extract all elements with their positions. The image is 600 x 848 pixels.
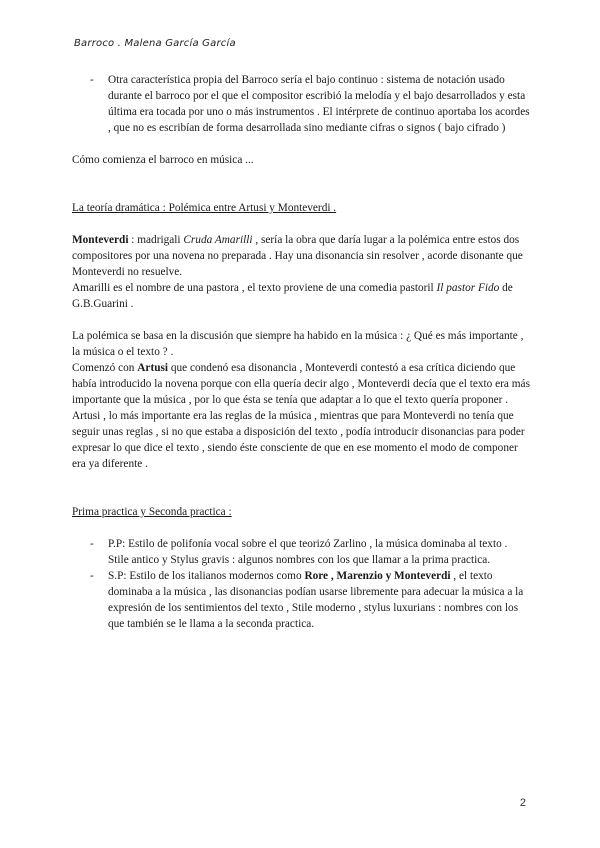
paragraph-amarilli: Amarilli es el nombre de una pastora , el texto proviene de una comedia pastoril Il pastor Fido de G.B.Guarini . bbox=[72, 282, 513, 310]
paragraph-monteverdi: Monteverdi : madrigali Cruda Amarilli , sería la obra que daría lugar a la polémica entre estos dos compositores por una novena no preparada . Hay una disonancia sin resolver , acorde disonante que Monteverdi no resuelve. bbox=[72, 234, 523, 278]
bullet-prima-practica bbox=[72, 536, 532, 568]
bullet-dash: - bbox=[90, 538, 94, 550]
title-cruda-amarilli: Cruda Amarilli bbox=[183, 234, 253, 246]
term-composers: Rore , Marenzio y Monteverdi bbox=[304, 570, 451, 582]
term-artusi: Artusi bbox=[137, 362, 169, 374]
como-comienza-line: Cómo comienza el barroco en música ... bbox=[72, 154, 254, 166]
bullet-bajo-continuo bbox=[72, 72, 532, 136]
bullet-bajo-text: Otra característica propia del Barroco sería el bajo continuo : sistema de notación usado durante el barroco por el que el compositor escribió la melodía y el bajo desarrollados y esta última era tocada por uno o más instrumentos . El intérprete de continuo aportaba los acordes , que no es escribían de forma desarrollada sino mediante cifras o signos ( bajo cifrado ) bbox=[108, 74, 530, 134]
heading-prima-seconda: Prima practica y Seconda practica : bbox=[72, 506, 232, 518]
heading-teoria-dramatica: La teoría dramática : Polémica entre Artusi y Monteverdi . bbox=[72, 202, 337, 214]
bullet-seconda-practica bbox=[72, 568, 532, 632]
term-monteverdi: Monteverdi bbox=[72, 234, 129, 246]
paragraph-artusi-comenzo: Comenzó con Artusi que condenó esa disonancia , Monteverdi contestó a esa crítica diciendo que había introducido la novena porque con ella quería decir algo , Monteverdi decía que el texto era más importante que la música , por lo que ésta se tenía que adaptar a lo que el texto quería proponer . bbox=[72, 362, 530, 406]
page-header: Barroco . Malena García García bbox=[74, 38, 236, 49]
paragraph-polemica: La polémica se basa en la discusión que siempre ha habido en la música : ¿ Qué es más importante , la música o el texto ? . bbox=[72, 330, 524, 358]
bullet-dash: - bbox=[90, 570, 94, 582]
bullet-dash: - bbox=[90, 74, 94, 86]
seconda-practica-text: S.P: Estilo de los italianos modernos como Rore , Marenzio y Monteverdi , el texto dominaba a la música , las disonancias podían usarse libremente para adecuar la música a la expresión de los sentimientos del texto , Stile moderno , stylus luxurians : nombres con los que también se le llama a la seconda practica. bbox=[108, 570, 524, 630]
document-body bbox=[72, 72, 532, 632]
title-il-pastor-fido: Il pastor Fido bbox=[436, 282, 500, 294]
prima-practica-text: P.P: Estilo de polifonía vocal sobre el que teorizó Zarlino , la música dominaba al texto . bbox=[108, 538, 508, 550]
prima-practica-names: Stile antico y Stylus gravis : algunos nombres con los que llamar a la prima practica. bbox=[108, 554, 491, 566]
page-number: 2 bbox=[519, 797, 526, 809]
paragraph-artusi-reglas: Artusi , lo más importante era las reglas de la música , mientras que para Monteverdi no tenía que seguir unas reglas , si no que estaba a disposición del texto , podía introducir disonancias para poder expresar lo que dice el texto , siendo éste consciente de que en ese momento el modo de componer era ya diferente . bbox=[72, 410, 525, 470]
